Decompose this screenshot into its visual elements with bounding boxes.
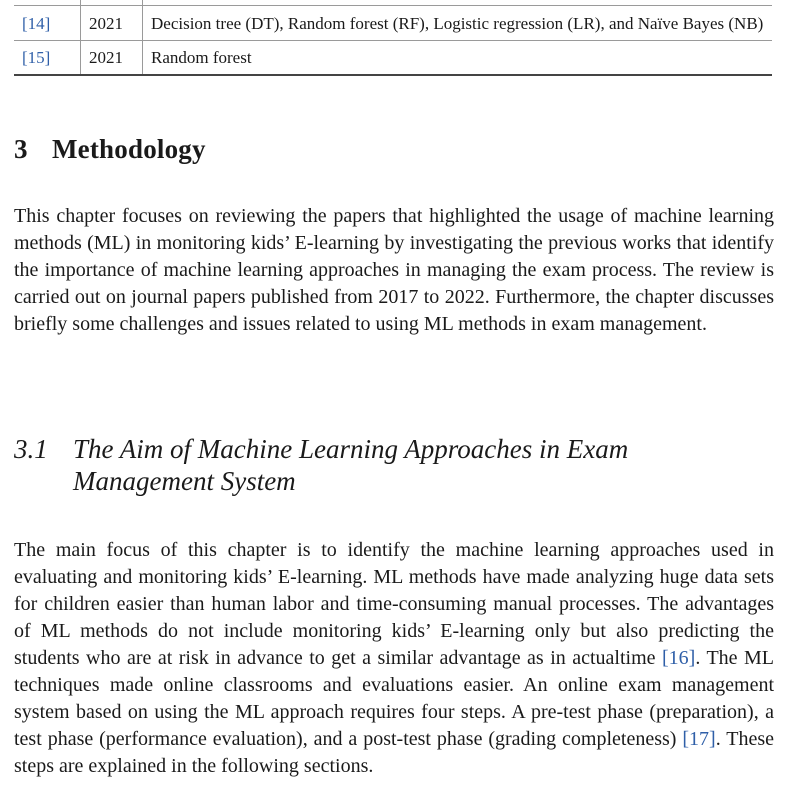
aim-text-part-1: The main focus of this chapter is to identify the machine learning approaches used in evaluating and monitoring kids’ E-learning. ML methods have made analyzing huge data sets for children easier than human labor and time-consuming manual processes. The advantages of ML methods do not include monitoring kids’ E-learning only but also predicting the students who are at risk in advance to get a similar advantage as in actualtime	[14, 539, 774, 669]
aim-text-part-3: . These steps are explained in the following sections.	[14, 728, 774, 777]
literature-table	[14, 0, 772, 76]
section-title: Methodology	[52, 134, 206, 164]
aim-paragraph	[14, 537, 774, 780]
section-number: 3	[14, 134, 28, 164]
table-ref-link[interactable]: [14]	[22, 14, 51, 33]
section-heading	[14, 132, 206, 166]
table-year: 2021	[81, 41, 143, 76]
aim-text-part-2: . The ML techniques made online classrooms and evaluations easier. An online exam management system based on using the ML approach requires four steps. A pre-test phase (preparation), a test phase (performance evaluation), and a post-test phase (grading completeness)	[14, 647, 775, 750]
table-methods: Random forest	[143, 41, 773, 76]
table-year: 2021	[81, 6, 143, 41]
citation-link[interactable]: [16]	[662, 647, 696, 669]
subsection-title: The Aim of Machine Learning Approaches in Exam Management System	[73, 434, 629, 496]
subsection-heading	[14, 433, 774, 497]
methodology-paragraph: This chapter focuses on reviewing the papers that highlighted the usage of machine learning methods (ML) in monitoring kids’ E-learning by investigating the previous works that identify the importance of machine learning approaches in managing the exam process. The review is carried out on journal papers published from 2017 to 2022. Furthermore, the chapter discusses briefly some challenges and issues related to using ML methods in exam management.	[14, 205, 774, 335]
subsection-number: 3.1	[14, 434, 48, 464]
table-row	[14, 41, 772, 76]
citation-link[interactable]: [17]	[682, 728, 716, 750]
table-ref-link[interactable]: [15]	[22, 48, 51, 67]
table-methods: Decision tree (DT), Random forest (RF), Logistic regression (LR), and Naïve Bayes (NB)	[143, 6, 773, 41]
table-row	[14, 6, 772, 41]
